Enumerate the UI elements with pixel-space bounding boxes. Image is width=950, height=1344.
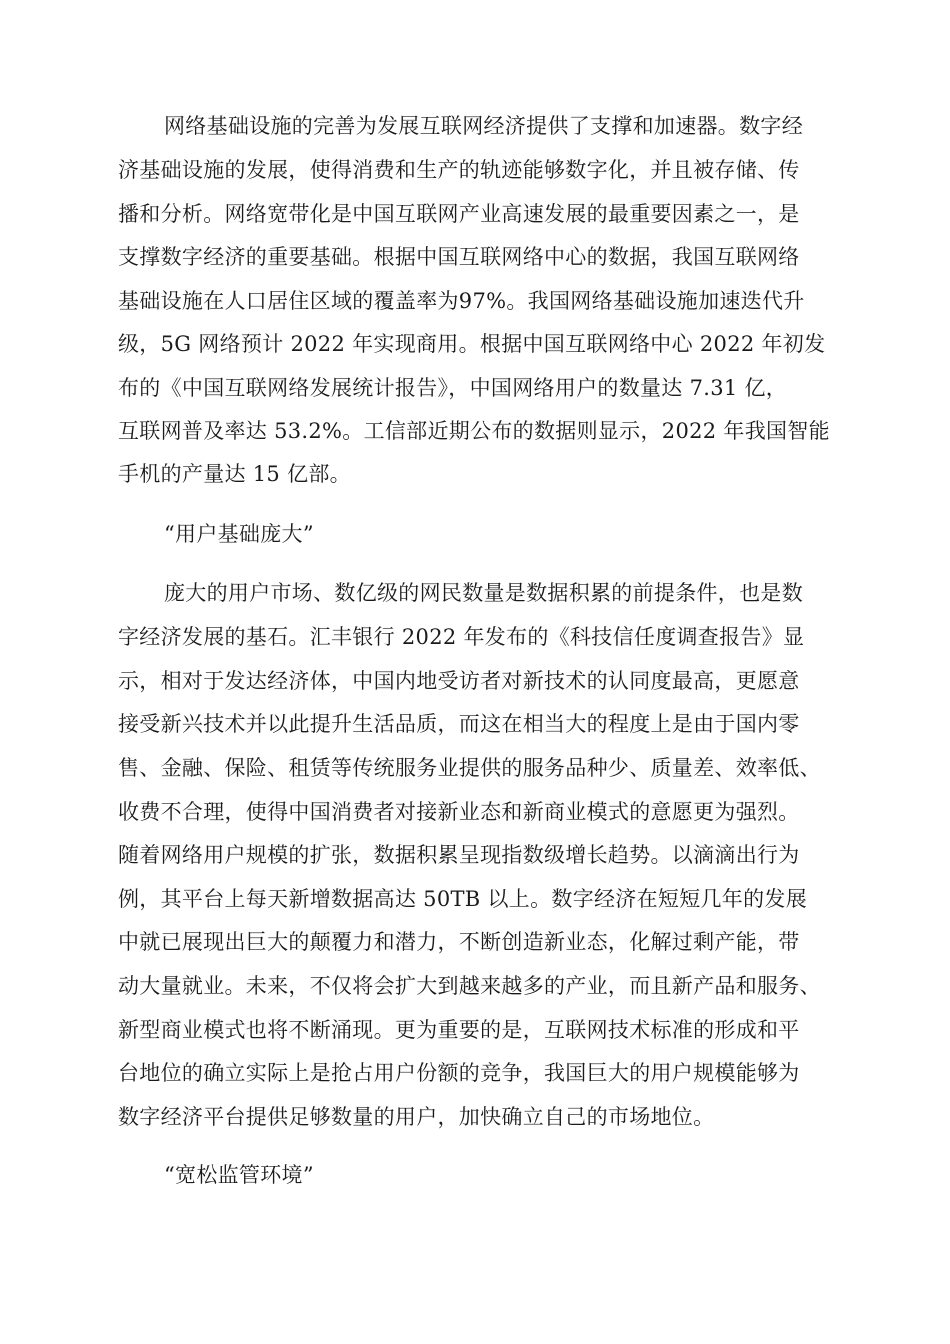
paragraph-1-line-7: 布的《中国互联网络发展统计报告》，中国网络用户的数量达 7.31 亿， bbox=[118, 376, 788, 400]
paragraph-2-line-13: 数字经济平台提供足够数量的用户，加快确立自己的市场地位。 bbox=[118, 1105, 715, 1129]
paragraph-1-line-6: 级，5G 网络预计 2022 年实现商用。根据中国互联网络中心 2022 年初发 bbox=[118, 332, 826, 356]
paragraph-2-line-6: 收费不合理，使得中国消费者对接新业态和新商业模式的意愿更为强烈。 bbox=[118, 800, 800, 824]
paragraph-2-line-7: 随着网络用户规模的扩张，数据积累呈现指数级增长趋势。以滴滴出行为 bbox=[118, 843, 800, 867]
paragraph-2-line-1: 庞大的用户市场、数亿级的网民数量是数据积累的前提条件，也是数 bbox=[164, 581, 803, 605]
paragraph-2-line-4: 接受新兴技术并以此提升生活品质，而这在相当大的程度上是由于国内零 bbox=[118, 712, 800, 736]
paragraph-2-line-5: 售、金融、保险、租赁等传统服务业提供的服务品种少、质量差、效率低、 bbox=[118, 756, 821, 780]
section-heading-regulation: “宽松监管环境” bbox=[164, 1163, 314, 1187]
section-heading-user-base: “用户基础庞大” bbox=[164, 522, 314, 546]
paragraph-1-line-4: 支撑数字经济的重要基础。根据中国互联网络中心的数据，我国互联网络 bbox=[118, 245, 800, 269]
paragraph-1-line-9: 手机的产量达 15 亿部。 bbox=[118, 462, 351, 486]
paragraph-2-line-8: 例，其平台上每天新增数据高达 50TB 以上。数字经济在短短几年的发展 bbox=[118, 887, 808, 911]
paragraph-2-line-10: 动大量就业。未来，不仅将会扩大到越来越多的产业，而且新产品和服务、 bbox=[118, 974, 821, 998]
paragraph-1-line-1: 网络基础设施的完善为发展互联网经济提供了支撑和加速器。数字经 bbox=[164, 114, 803, 138]
paragraph-1-line-2: 济基础设施的发展，使得消费和生产的轨迹能够数字化，并且被存储、传 bbox=[118, 158, 800, 182]
paragraph-2-line-11: 新型商业模式也将不断涌现。更为重要的是，互联网技术标准的形成和平 bbox=[118, 1018, 800, 1042]
paragraph-2-line-3: 示，相对于发达经济体，中国内地受访者对新技术的认同度最高，更愿意 bbox=[118, 669, 800, 693]
paragraph-2-line-12: 台地位的确立实际上是抢占用户份额的竞争，我国巨大的用户规模能够为 bbox=[118, 1061, 800, 1085]
paragraph-1-line-8: 互联网普及率达 53.2%。工信部近期公布的数据则显示，2022 年我国智能 bbox=[118, 419, 830, 443]
paragraph-1-line-3: 播和分析。网络宽带化是中国互联网产业高速发展的最重要因素之一，是 bbox=[118, 202, 800, 226]
paragraph-1-line-5: 基础设施在人口居住区域的覆盖率为97%。我国网络基础设施加速迭代升 bbox=[118, 289, 805, 313]
paragraph-2-line-2: 字经济发展的基石。汇丰银行 2022 年发布的《科技信任度调查报告》显 bbox=[118, 625, 805, 649]
paragraph-2-line-9: 中就已展现出巨大的颠覆力和潜力，不断创造新业态，化解过剩产能，带 bbox=[118, 930, 800, 954]
